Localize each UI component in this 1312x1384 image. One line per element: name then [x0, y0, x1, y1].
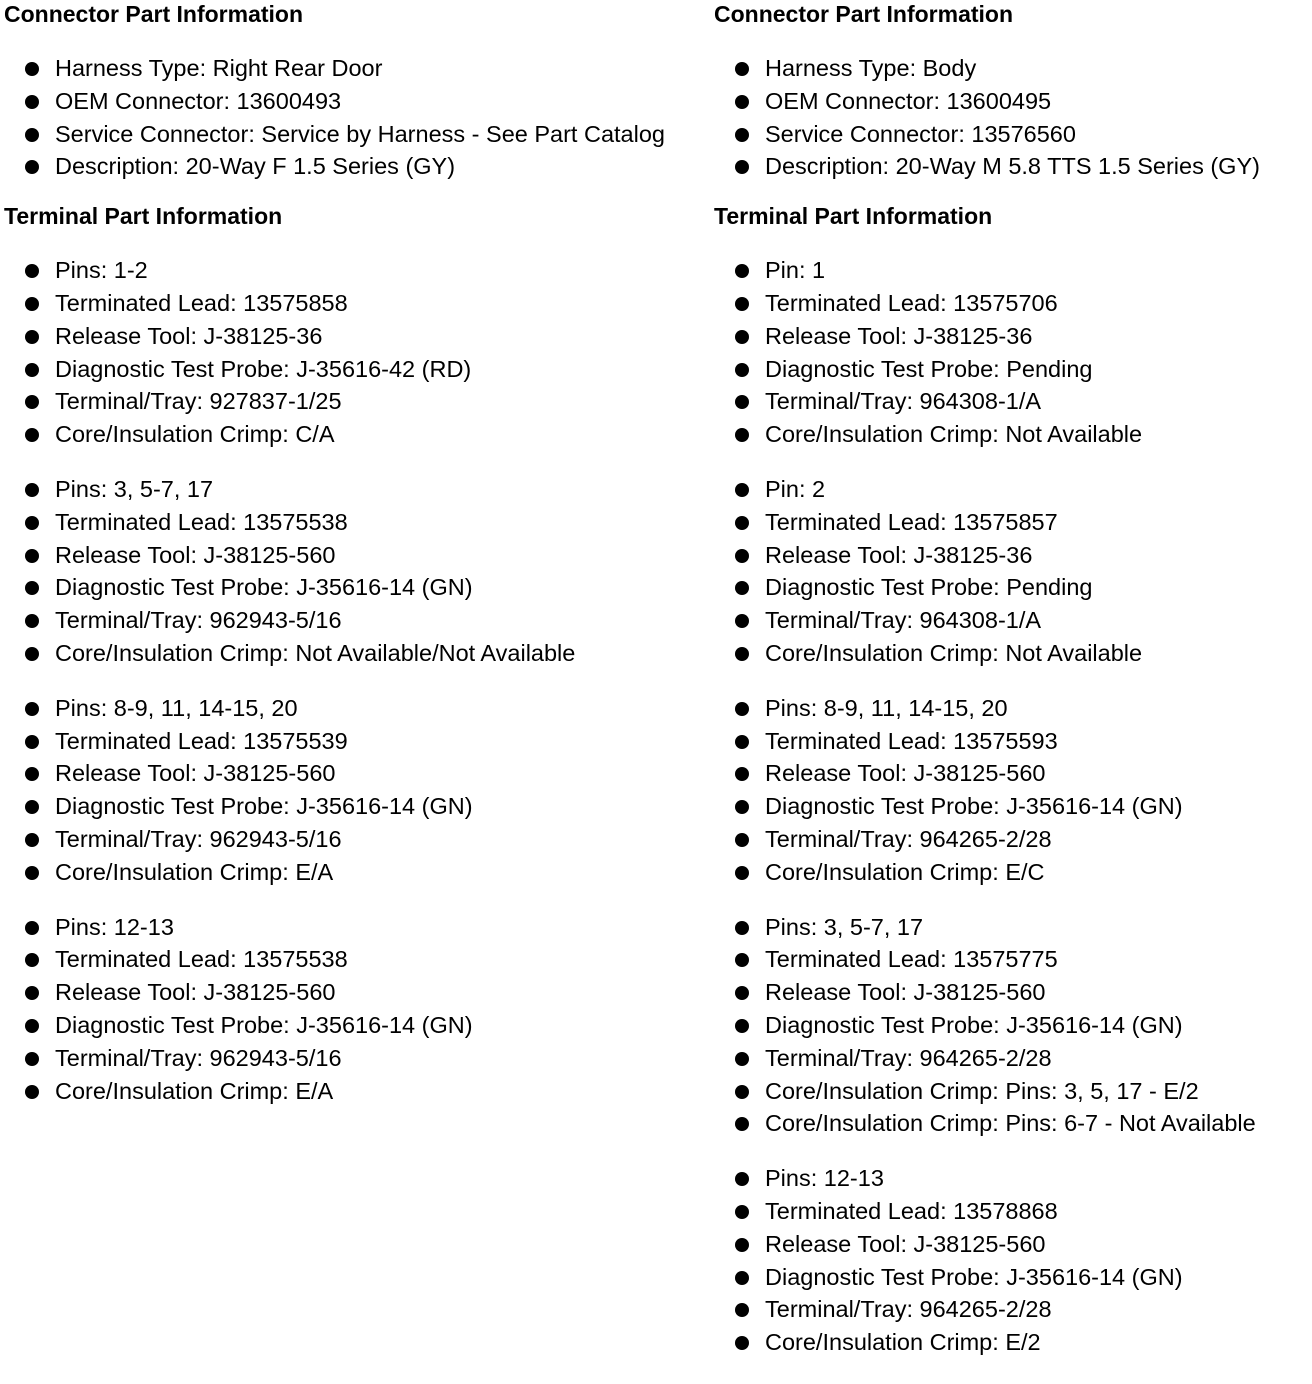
item-label: Terminal/Tray :	[765, 1296, 920, 1322]
bullet-icon	[735, 1117, 749, 1131]
left-column	[4, 0, 708, 1132]
item-label: Harness Type :	[55, 55, 213, 81]
item-value: 13600493	[236, 87, 342, 114]
item-label: Terminal/Tray :	[765, 826, 920, 852]
item-label: Release Tool :	[765, 760, 914, 786]
list-item	[714, 1264, 1312, 1297]
item-value: J-38125-36	[203, 322, 323, 349]
terminal-group	[714, 1165, 1312, 1362]
item-label: Release Tool :	[55, 323, 204, 349]
list-item	[714, 121, 1312, 154]
terminal-group	[4, 257, 708, 454]
list-item	[4, 1045, 708, 1078]
item-value: 13575593	[953, 727, 1058, 754]
item-value: 1	[812, 257, 826, 284]
item-value: 962943-5/16	[209, 825, 342, 852]
item-label: Diagnostic Test Probe :	[55, 793, 296, 819]
item-label: Core/Insulation Crimp :	[55, 640, 295, 666]
bullet-icon	[25, 395, 39, 409]
bullet-icon	[735, 702, 749, 716]
list-item	[4, 1012, 708, 1045]
list-item	[4, 946, 708, 979]
bullet-icon	[25, 128, 39, 142]
list-item	[714, 914, 1312, 947]
item-value: 13575858	[243, 289, 348, 316]
bullet-icon	[735, 1303, 749, 1317]
item-label: Service Connector :	[55, 121, 261, 147]
list-item	[714, 760, 1312, 793]
list-item	[4, 421, 708, 454]
list-item	[4, 509, 708, 542]
item-label: Core/Insulation Crimp :	[765, 1110, 1005, 1136]
terminal-group	[4, 695, 708, 892]
list-item	[4, 760, 708, 793]
bullet-icon	[25, 160, 39, 174]
item-value: Not Available	[1005, 421, 1143, 448]
list-item	[4, 859, 708, 892]
item-label: Pins :	[55, 914, 114, 940]
item-value: J-35616-14 (GN)	[1006, 1263, 1183, 1290]
item-value: 20-Way M 5.8 TTS 1.5 Series (GY)	[895, 153, 1260, 180]
list-item	[4, 257, 708, 290]
bullet-icon	[735, 297, 749, 311]
item-label: Release Tool :	[55, 979, 204, 1005]
list-item	[4, 640, 708, 673]
list-item	[714, 1012, 1312, 1045]
terminal-groups	[4, 257, 708, 1110]
list-item	[714, 1231, 1312, 1264]
list-item	[714, 542, 1312, 575]
item-value: J-35616-14 (GN)	[1006, 793, 1183, 820]
item-value: Not Available	[1005, 639, 1143, 666]
list-item	[714, 607, 1312, 640]
item-value: Right Rear Door	[212, 55, 383, 81]
item-label: Diagnostic Test Probe :	[765, 1012, 1006, 1038]
list-item	[714, 1165, 1312, 1198]
bullet-icon	[25, 986, 39, 1000]
list-item	[4, 476, 708, 509]
bullet-icon	[735, 647, 749, 661]
list-item	[714, 421, 1312, 454]
list-item	[4, 88, 708, 121]
item-value: 964265-2/28	[919, 825, 1052, 852]
bullet-icon	[25, 549, 39, 563]
item-value: J-38125-560	[203, 979, 336, 1006]
connector-part-heading: Connector Part Information	[4, 1, 304, 27]
item-value: 13575539	[243, 727, 348, 754]
item-value: J-35616-14 (GN)	[296, 793, 473, 820]
item-value: 13578868	[953, 1197, 1058, 1224]
list-item	[714, 793, 1312, 826]
list-item	[4, 793, 708, 826]
list-item	[714, 153, 1312, 186]
terminal-group	[4, 914, 708, 1111]
item-label: Release Tool :	[765, 323, 914, 349]
bullet-icon	[735, 1019, 749, 1033]
item-label: Core/Insulation Crimp :	[55, 1078, 295, 1104]
list-item	[714, 290, 1312, 323]
bullet-icon	[25, 866, 39, 880]
bullet-icon	[735, 1336, 749, 1350]
bullet-icon	[25, 62, 39, 76]
item-label: OEM Connector :	[765, 88, 947, 114]
item-label: Pin :	[765, 476, 812, 502]
item-value: 13600495	[946, 87, 1052, 114]
item-value: E/2	[1005, 1329, 1041, 1356]
item-label: Diagnostic Test Probe :	[765, 1264, 1006, 1290]
item-label: Core/Insulation Crimp :	[55, 859, 295, 885]
bullet-icon	[25, 363, 39, 377]
item-value: Pending	[1006, 355, 1093, 382]
list-item	[714, 1078, 1312, 1111]
item-label: Core/Insulation Crimp :	[55, 421, 295, 447]
item-label: Terminated Lead :	[765, 946, 953, 972]
list-item	[714, 388, 1312, 421]
bullet-icon	[735, 128, 749, 142]
item-value: 13576560	[971, 120, 1076, 147]
item-label: Terminated Lead :	[765, 1198, 953, 1224]
item-label: Terminated Lead :	[55, 509, 243, 535]
bullet-icon	[25, 800, 39, 814]
list-item	[714, 1296, 1312, 1329]
item-value: 8-9, 11, 14-15, 20	[823, 694, 1008, 721]
list-item	[714, 640, 1312, 673]
bullet-icon	[25, 581, 39, 595]
bullet-icon	[735, 1238, 749, 1252]
item-label: Core/Insulation Crimp :	[765, 859, 1005, 885]
list-item	[714, 476, 1312, 509]
bullet-icon	[25, 264, 39, 278]
terminal-group	[714, 695, 1312, 892]
item-label: Diagnostic Test Probe :	[55, 356, 296, 382]
bullet-icon	[735, 953, 749, 967]
item-label: Pins :	[55, 476, 114, 502]
item-value: 13575775	[953, 946, 1058, 973]
item-label: Terminal/Tray :	[55, 1045, 210, 1071]
list-item	[714, 1198, 1312, 1231]
bullet-icon	[735, 581, 749, 595]
list-item	[4, 826, 708, 859]
right-column	[714, 0, 1312, 1384]
item-value: 964265-2/28	[919, 1044, 1052, 1071]
bullet-icon	[735, 866, 749, 880]
bullet-icon	[25, 702, 39, 716]
item-label: Terminal/Tray :	[765, 607, 920, 633]
list-item	[714, 979, 1312, 1012]
item-value: J-38125-560	[913, 760, 1046, 787]
item-label: Terminated Lead :	[55, 728, 243, 754]
terminal-group	[714, 257, 1312, 454]
item-value: 20-Way F 1.5 Series (GY)	[185, 153, 456, 180]
bullet-icon	[735, 1052, 749, 1066]
list-item	[4, 914, 708, 947]
bullet-icon	[25, 483, 39, 497]
list-item	[714, 695, 1312, 728]
bullet-icon	[735, 330, 749, 344]
item-label: Description :	[55, 153, 186, 179]
list-item	[714, 323, 1312, 356]
item-label: Terminal/Tray :	[765, 388, 920, 414]
list-item	[4, 574, 708, 607]
bullet-icon	[735, 735, 749, 749]
bullet-icon	[735, 516, 749, 530]
list-item	[4, 356, 708, 389]
item-label: Diagnostic Test Probe :	[55, 574, 296, 600]
item-value: 1-2	[113, 257, 148, 284]
terminal-part-heading: Terminal Part Information	[714, 203, 993, 230]
item-label: Terminal/Tray :	[55, 607, 210, 633]
item-label: Description :	[765, 153, 896, 179]
bullet-icon	[735, 921, 749, 935]
item-value: J-35616-14 (GN)	[296, 574, 473, 601]
item-value: J-38125-36	[913, 322, 1033, 349]
item-value: 962943-5/16	[209, 607, 342, 634]
list-item	[714, 574, 1312, 607]
item-label: Service Connector :	[765, 121, 971, 147]
item-label: Release Tool :	[765, 979, 914, 1005]
item-value: J-35616-42 (RD)	[296, 355, 472, 382]
item-label: Pins :	[765, 1165, 824, 1191]
item-value: J-35616-14 (GN)	[1006, 1011, 1183, 1038]
item-value: Pins: 3, 5, 17 - E/2	[1005, 1077, 1199, 1104]
list-item	[714, 859, 1312, 892]
item-value: 3, 5-7, 17	[823, 913, 924, 940]
item-label: Diagnostic Test Probe :	[765, 793, 1006, 819]
item-label: Release Tool :	[55, 542, 204, 568]
bullet-icon	[25, 767, 39, 781]
item-value: 13575857	[953, 508, 1058, 535]
bullet-icon	[735, 62, 749, 76]
item-label: Pins :	[55, 695, 114, 721]
item-value: E/A	[295, 1077, 334, 1104]
bullet-icon	[25, 953, 39, 967]
item-label: Terminal/Tray :	[55, 826, 210, 852]
item-value: J-38125-560	[913, 979, 1046, 1006]
terminal-group	[714, 476, 1312, 673]
list-item	[714, 728, 1312, 761]
bullet-icon	[25, 428, 39, 442]
item-label: Pins :	[55, 257, 114, 283]
item-value: J-38125-560	[913, 1230, 1046, 1257]
bullet-icon	[735, 428, 749, 442]
item-value: Service by Harness - See Part Catalog	[261, 120, 665, 147]
list-item	[714, 946, 1312, 979]
list-item	[714, 356, 1312, 389]
item-value: 962943-5/16	[209, 1044, 342, 1071]
item-label: Core/Insulation Crimp :	[765, 1329, 1005, 1355]
item-label: Pin :	[765, 257, 812, 283]
terminal-group	[714, 914, 1312, 1144]
list-item	[714, 55, 1312, 88]
item-value: 13575538	[243, 946, 348, 973]
bullet-icon	[735, 264, 749, 278]
item-value: Pending	[1006, 574, 1093, 601]
item-value: 964308-1/A	[919, 388, 1042, 415]
item-value: Body	[922, 55, 977, 81]
item-value: J-38125-36	[913, 541, 1033, 568]
bullet-icon	[735, 1271, 749, 1285]
bullet-icon	[25, 95, 39, 109]
list-item	[4, 979, 708, 1012]
list-item	[714, 88, 1312, 121]
list-item	[714, 1110, 1312, 1143]
list-item	[4, 290, 708, 323]
bullet-icon	[735, 395, 749, 409]
bullet-icon	[25, 735, 39, 749]
item-value: E/C	[1005, 858, 1045, 885]
item-label: Terminated Lead :	[765, 290, 953, 316]
item-value: 3, 5-7, 17	[113, 475, 214, 502]
bullet-icon	[735, 614, 749, 628]
bullet-icon	[25, 516, 39, 530]
connector-info-list	[714, 55, 1312, 186]
bullet-icon	[25, 1019, 39, 1033]
item-value: 8-9, 11, 14-15, 20	[113, 694, 298, 721]
item-value: 12-13	[823, 1165, 884, 1192]
bullet-icon	[25, 921, 39, 935]
item-value: J-38125-560	[203, 760, 336, 787]
item-label: Core/Insulation Crimp :	[765, 640, 1005, 666]
list-item	[714, 1329, 1312, 1362]
bullet-icon	[25, 833, 39, 847]
terminal-group	[4, 476, 708, 673]
list-item	[714, 1045, 1312, 1078]
bullet-icon	[735, 767, 749, 781]
item-label: Diagnostic Test Probe :	[765, 356, 1006, 382]
item-label: Harness Type :	[765, 55, 923, 81]
bullet-icon	[735, 986, 749, 1000]
list-item	[714, 826, 1312, 859]
bullet-icon	[25, 297, 39, 311]
bullet-icon	[735, 160, 749, 174]
list-item	[714, 257, 1312, 290]
item-label: Core/Insulation Crimp :	[765, 421, 1005, 447]
item-label: Release Tool :	[765, 542, 914, 568]
item-value: J-38125-560	[203, 541, 336, 568]
list-item	[4, 388, 708, 421]
item-value: Pins: 6-7 - Not Available	[1005, 1110, 1256, 1137]
list-item	[4, 607, 708, 640]
connector-info-list	[4, 55, 708, 186]
item-label: Terminated Lead :	[765, 728, 953, 754]
item-label: Terminated Lead :	[55, 946, 243, 972]
terminal-part-heading: Terminal Part Information	[4, 203, 283, 230]
bullet-icon	[735, 95, 749, 109]
bullet-icon	[735, 1085, 749, 1099]
bullet-icon	[735, 483, 749, 497]
item-label: Terminal/Tray :	[55, 388, 210, 414]
item-value: J-35616-14 (GN)	[296, 1011, 473, 1038]
terminal-groups	[714, 257, 1312, 1362]
item-value: 13575706	[953, 289, 1058, 316]
list-item	[4, 121, 708, 154]
item-value: Not Available/Not Available	[295, 639, 576, 666]
item-label: Terminated Lead :	[765, 509, 953, 535]
list-item	[4, 153, 708, 186]
list-item	[4, 542, 708, 575]
bullet-icon	[735, 1205, 749, 1219]
item-value: C/A	[295, 421, 335, 448]
item-value: 964265-2/28	[919, 1296, 1052, 1323]
item-label: Core/Insulation Crimp :	[765, 1078, 1005, 1104]
item-label: Release Tool :	[55, 760, 204, 786]
item-value: 12-13	[113, 913, 174, 940]
list-item	[714, 509, 1312, 542]
item-label: Diagnostic Test Probe :	[55, 1012, 296, 1038]
list-item	[4, 695, 708, 728]
item-label: Diagnostic Test Probe :	[765, 574, 1006, 600]
bullet-icon	[735, 1172, 749, 1186]
bullet-icon	[25, 614, 39, 628]
item-value: 13575538	[243, 508, 348, 535]
bullet-icon	[25, 1052, 39, 1066]
list-item	[4, 728, 708, 761]
bullet-icon	[735, 549, 749, 563]
item-value: 964308-1/A	[919, 607, 1042, 634]
list-item	[4, 323, 708, 356]
list-item	[4, 1078, 708, 1111]
item-value: 927837-1/25	[209, 388, 342, 415]
bullet-icon	[735, 363, 749, 377]
item-label: Terminal/Tray :	[765, 1045, 920, 1071]
item-label: Terminated Lead :	[55, 290, 243, 316]
item-label: Pins :	[765, 695, 824, 721]
list-item	[4, 55, 708, 88]
bullet-icon	[25, 1085, 39, 1099]
bullet-icon	[735, 833, 749, 847]
bullet-icon	[25, 330, 39, 344]
item-label: OEM Connector :	[55, 88, 237, 114]
bullet-icon	[25, 647, 39, 661]
item-value: 2	[812, 475, 826, 502]
item-label: Release Tool :	[765, 1231, 914, 1257]
connector-part-heading: Connector Part Information	[714, 1, 1014, 27]
item-value: E/A	[295, 858, 334, 885]
bullet-icon	[735, 800, 749, 814]
item-label: Pins :	[765, 914, 824, 940]
